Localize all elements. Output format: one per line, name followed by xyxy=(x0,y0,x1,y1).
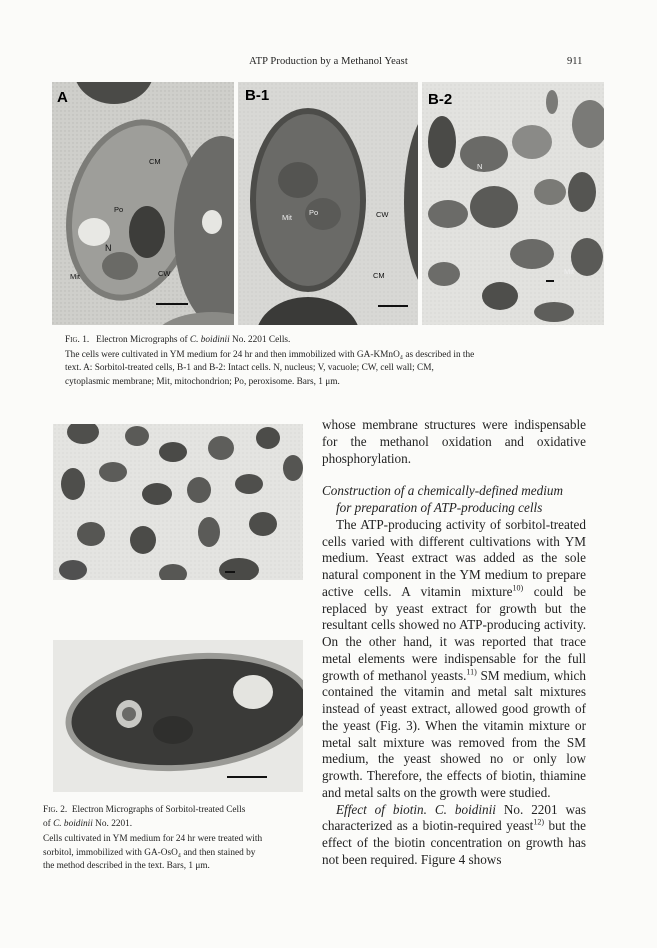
micrograph-b1-image xyxy=(238,82,418,325)
figure-2-caption-line: sorbitol, immobilized with GA-OsO₄ and then stained by xyxy=(43,847,256,858)
figure-1-caption xyxy=(65,334,587,389)
body-paragraph: Effect of biotin. C. boidinii No. 2201 was characterized as a biotin-required yeast$^{12)}$ but the effect of the biotin concentration on growth has not been required. Figure 4 shows xyxy=(322,801,587,867)
tag-b2-mit: Mit xyxy=(564,267,574,276)
tag-b1-mit: Mit xyxy=(282,213,292,222)
tag-cm: CM xyxy=(149,157,161,166)
figure-2-caption-line: the method described in the text. Bars, 1 μm. xyxy=(43,861,210,872)
section-heading: Construction of a chemically-defined medium xyxy=(322,483,563,499)
figure-1-caption-line: text. A: Sorbitol-treated cells, B-1 and B-2: Intact cells. N, nucleus; V, vacuole; CW, cell wall; CM, xyxy=(65,363,434,374)
figure-2-caption-line: Cells cultivated in YM medium for 24 hr were treated with xyxy=(43,834,263,845)
tag-mit: Mit xyxy=(70,272,80,281)
panel-label-b1: B-1 xyxy=(245,87,270,104)
scale-bar-a xyxy=(156,303,188,305)
tag-b1-po: Po xyxy=(309,208,319,217)
panel-label-a: A xyxy=(57,89,68,106)
micrograph-fig2-top-image xyxy=(53,424,303,580)
scale-bar-fig2-bottom xyxy=(227,776,267,778)
figure-1-caption-title: Fig. 1. Electron Micrographs of C. boidinii No. 2201 Cells. xyxy=(65,335,291,345)
body-paragraph: The ATP-producing activity of sorbitol-treated cells varied with different cultivations with YM medium. Yeast extract was added as the sole natural component in the YM medium to prepare active cells. A vitamin mixture$^{10)}$ could be replaced by yeast extract for growth but the resultant cells showed no ATP-producing activity. On the other hand, it was reported that trace metal elements were indispensable for the full growth of methanol yeasts.$^{11)}$ SM medium, which contained the vitamin and metal salt mixtures instead of yeast extract, allowed good growth of the yeast (Fig. 3). When the vitamin mixture or metal salt mixture was removed from the SM medium, the yeast showed no or only low growth. Therefore, the effects of biotin, thiamine and metal salts on the growth were studied. xyxy=(322,516,587,800)
micrograph-panel-a xyxy=(52,82,234,325)
figure-1-caption-line: The cells were cultivated in YM medium for 24 hr and then immobilized with GA-KMnO₄ as described in the xyxy=(65,349,475,360)
micrograph-fig2-top xyxy=(53,424,303,580)
panel-label-b2: B-2 xyxy=(428,91,453,108)
body-paragraph: whose membrane structures were indispensable for the methanol oxidation and oxidative phosphorylation. xyxy=(322,417,586,466)
figure-1-caption-line: cytoplasmic membrane; Mit, mitochondrion; Po, peroxisome. Bars, 1 μm. xyxy=(65,376,340,387)
tag-b2-n: N xyxy=(477,162,483,171)
scale-bar-fig2-top xyxy=(225,571,235,573)
body-text-right-column xyxy=(322,417,586,869)
scale-bar-b2 xyxy=(546,280,554,282)
tag-po: Po xyxy=(114,205,124,214)
page-number: 911 xyxy=(567,56,583,67)
micrograph-fig2-bottom-image xyxy=(53,640,303,792)
micrograph-panel-b1 xyxy=(238,82,418,325)
micrograph-panel-b2 xyxy=(422,82,604,325)
figure-2-caption-title-line1: Fig. 2. Electron Micrographs of Sorbitol-treated Cells xyxy=(43,805,246,815)
tag-cw: CW xyxy=(158,269,171,278)
scale-bar-b1 xyxy=(378,305,408,307)
micrograph-b2-image xyxy=(422,82,604,325)
micrograph-a-image xyxy=(52,82,234,325)
tag-b1-cw: CW xyxy=(376,210,389,219)
running-header: ATP Production by a Methanol Yeast xyxy=(249,56,408,67)
tag-n: N xyxy=(105,243,112,253)
tag-b1-cm: CM xyxy=(373,271,385,280)
section-heading-continued: for preparation of ATP-producing cells xyxy=(336,500,543,515)
figure-2-caption xyxy=(43,804,309,874)
micrograph-fig2-bottom xyxy=(53,640,303,792)
figure-1 xyxy=(52,82,604,325)
figure-2-caption-title-line2: of C. boidinii No. 2201. xyxy=(43,818,133,829)
